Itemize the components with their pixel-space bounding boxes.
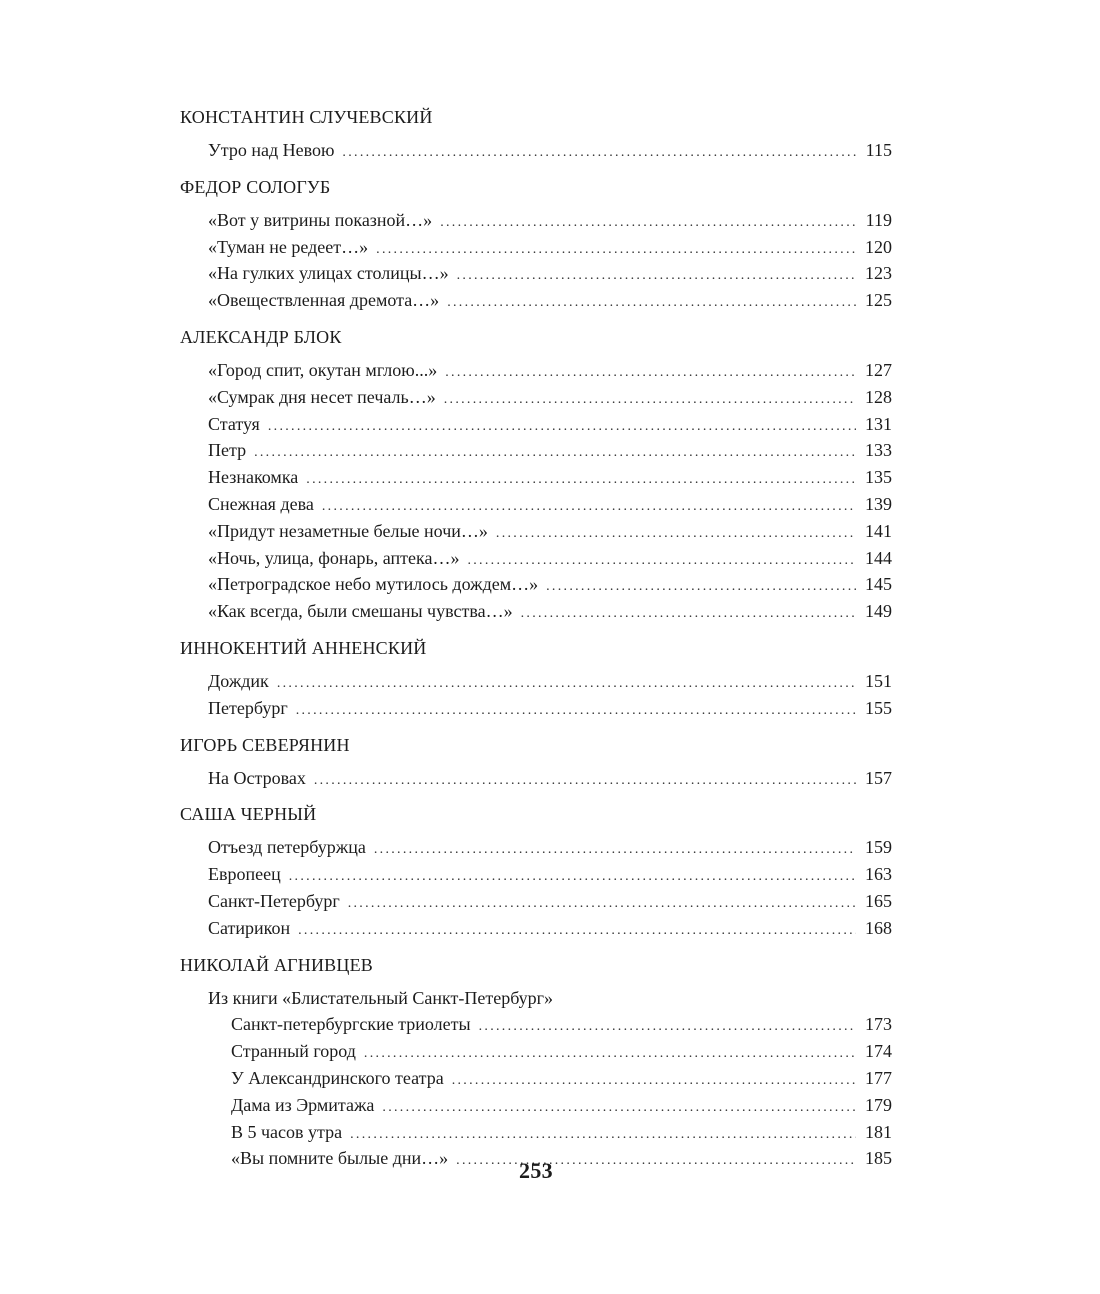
toc-entry: [180, 1092, 892, 1119]
toc-author-heading: ФЕДОР СОЛОГУБ: [180, 176, 331, 197]
toc-entry: [180, 287, 892, 314]
toc-entry: [180, 464, 892, 491]
toc-entry-page: 144: [865, 547, 892, 568]
toc-entry-page: 120: [865, 236, 892, 257]
toc-entry-page: 174: [865, 1041, 892, 1062]
dot-leader: [374, 837, 856, 864]
toc-entry-title: «Вот у витрины показной…»: [208, 209, 433, 230]
toc-entry-title: «Петроградское небо мутилось дождем…»: [208, 574, 539, 595]
dot-leader: [296, 698, 856, 725]
toc-entry: [180, 260, 892, 287]
dot-leader: [521, 601, 856, 628]
toc-entry-page: 168: [865, 917, 892, 938]
toc-entry-title: «Ночь, улица, фонарь, аптека…»: [208, 547, 460, 568]
toc-entry-title: Снежная дева: [208, 493, 314, 514]
toc-entry-page: 115: [865, 140, 892, 160]
toc-entry-page: 128: [865, 386, 892, 407]
toc-entry-page: 119: [865, 209, 892, 230]
dot-leader: [350, 1122, 856, 1149]
toc-entry-title: «Туман не редеет…»: [208, 236, 369, 257]
toc-entry-page: 151: [865, 670, 892, 691]
toc-entry: [180, 1038, 892, 1065]
toc-entry: [180, 518, 892, 545]
toc-author-heading: ИГОРЬ СЕВЕРЯНИН: [180, 734, 350, 755]
toc-entry-page: 157: [865, 767, 892, 788]
dot-leader: [342, 140, 856, 167]
toc-entry-page: 149: [865, 601, 892, 622]
toc-entry-title: У Александринского театра: [231, 1067, 444, 1088]
toc-author-heading: КОНСТАНТИН СЛУЧЕВСКИЙ: [180, 107, 433, 127]
dot-leader: [364, 1041, 856, 1068]
dot-leader: [479, 1014, 856, 1041]
toc-entry-page: 131: [865, 413, 892, 434]
toc-entry: [180, 1065, 892, 1092]
toc-entry: [180, 437, 892, 464]
dot-leader: [445, 360, 856, 387]
toc-entry: [180, 491, 892, 518]
dot-leader: [546, 574, 856, 601]
toc-entry-page: 133: [865, 440, 892, 461]
toc-entry-title: Петербург: [208, 697, 288, 718]
toc-author-heading: АЛЕКСАНДР БЛОК: [180, 326, 342, 347]
dot-leader: [277, 671, 856, 698]
toc-entry-title: Сатирикон: [208, 917, 291, 938]
toc-subheading: Из книги «Блистательный Санкт-Петербург»: [208, 987, 554, 1008]
table-of-contents: [180, 104, 892, 1172]
toc-entry-page: 173: [865, 1014, 892, 1035]
dot-leader: [306, 467, 856, 494]
dot-leader: [440, 210, 856, 237]
toc-entry-page: 141: [865, 520, 892, 541]
toc-entry: [180, 668, 892, 695]
toc-entry-title: «Овеществленная дремота…»: [208, 290, 440, 311]
toc-entry: [180, 571, 892, 598]
dot-leader: [298, 918, 856, 945]
toc-entry-title: «Вы помните былые дни…»: [231, 1148, 449, 1169]
toc-entry: [180, 207, 892, 234]
dot-leader: [314, 768, 856, 795]
toc-entry-title: Незнакомка: [208, 467, 299, 488]
toc-entry-title: Отъезд петербуржца: [208, 837, 366, 858]
toc-entry: [180, 695, 892, 722]
toc-entry-title: «Придут незаметные белые ночи…»: [208, 520, 488, 541]
dot-leader: [496, 521, 856, 548]
toc-entry-page: 181: [865, 1121, 892, 1142]
dot-leader: [348, 891, 856, 918]
toc-entry-title: «Город спит, окутан мглою...»: [208, 359, 438, 380]
toc-entry-title: «Сумрак дня несет печаль…»: [208, 386, 436, 407]
toc-entry-page: 185: [865, 1148, 892, 1169]
toc-entry-title: В 5 часов утра: [231, 1121, 343, 1142]
toc-entry-page: 163: [865, 864, 892, 885]
toc-entry-page: 159: [865, 837, 892, 858]
dot-leader: [444, 387, 856, 414]
toc-entry: [180, 545, 892, 572]
toc-entry-title: Утро над Невою: [208, 140, 335, 160]
toc-entry-title: «На гулких улицах столицы…»: [208, 263, 449, 284]
dot-leader: [254, 440, 856, 467]
toc-entry-page: 155: [865, 697, 892, 718]
toc-entry-page: 165: [865, 890, 892, 911]
toc-entry-page: 127: [865, 359, 892, 380]
dot-leader: [376, 237, 856, 264]
toc-entry-page: 123: [865, 263, 892, 284]
toc-entry: [180, 598, 892, 625]
toc-author-heading: ИННОКЕНТИЙ АННЕНСКИЙ: [180, 637, 427, 658]
toc-entry-page: 177: [865, 1067, 892, 1088]
toc-author-heading: НИКОЛАЙ АГНИВЦЕВ: [180, 954, 373, 975]
toc-entry: [180, 834, 892, 861]
dot-leader: [447, 290, 856, 317]
toc-entry-title: Санкт-петербургские триолеты: [231, 1014, 471, 1035]
toc-entry-title: Дождик: [208, 670, 269, 691]
toc-entry-title: Санкт-Петербург: [208, 890, 340, 911]
toc-entry-page: 179: [865, 1094, 892, 1115]
dot-leader: [452, 1068, 856, 1095]
toc-entry: [180, 1119, 892, 1146]
toc-entry-title: Дама из Эрмитажа: [231, 1094, 375, 1115]
toc-author-heading: САША ЧЕРНЫЙ: [180, 804, 317, 825]
toc-entry-title: Странный город: [231, 1041, 356, 1062]
dot-leader: [382, 1095, 856, 1122]
dot-leader: [289, 864, 856, 891]
toc-entry: [180, 137, 892, 164]
toc-entry: [180, 384, 892, 411]
toc-entry-title: На Островах: [208, 767, 306, 788]
page-number: 253: [519, 1158, 553, 1183]
dot-leader: [467, 548, 856, 575]
toc-entry: [180, 888, 892, 915]
toc-entry: [180, 357, 892, 384]
toc-entry-page: 139: [865, 493, 892, 514]
toc-entry: [180, 1011, 892, 1038]
toc-entry: [180, 765, 892, 792]
dot-leader: [457, 263, 856, 290]
dot-leader: [322, 494, 856, 521]
dot-leader: [268, 414, 856, 441]
toc-entry: [180, 411, 892, 438]
toc-entry-page: 135: [865, 467, 892, 488]
toc-entry-title: Петр: [208, 440, 247, 461]
toc-entry-title: Статуя: [208, 413, 260, 434]
toc-entry-title: Европеец: [208, 864, 281, 885]
toc-entry: [180, 861, 892, 888]
toc-entry-title: «Как всегда, были смешаны чувства…»: [208, 601, 513, 622]
toc-entry-page: 125: [865, 290, 892, 311]
toc-entry: [180, 915, 892, 942]
toc-entry-page: 145: [865, 574, 892, 595]
toc-entry: [180, 234, 892, 261]
